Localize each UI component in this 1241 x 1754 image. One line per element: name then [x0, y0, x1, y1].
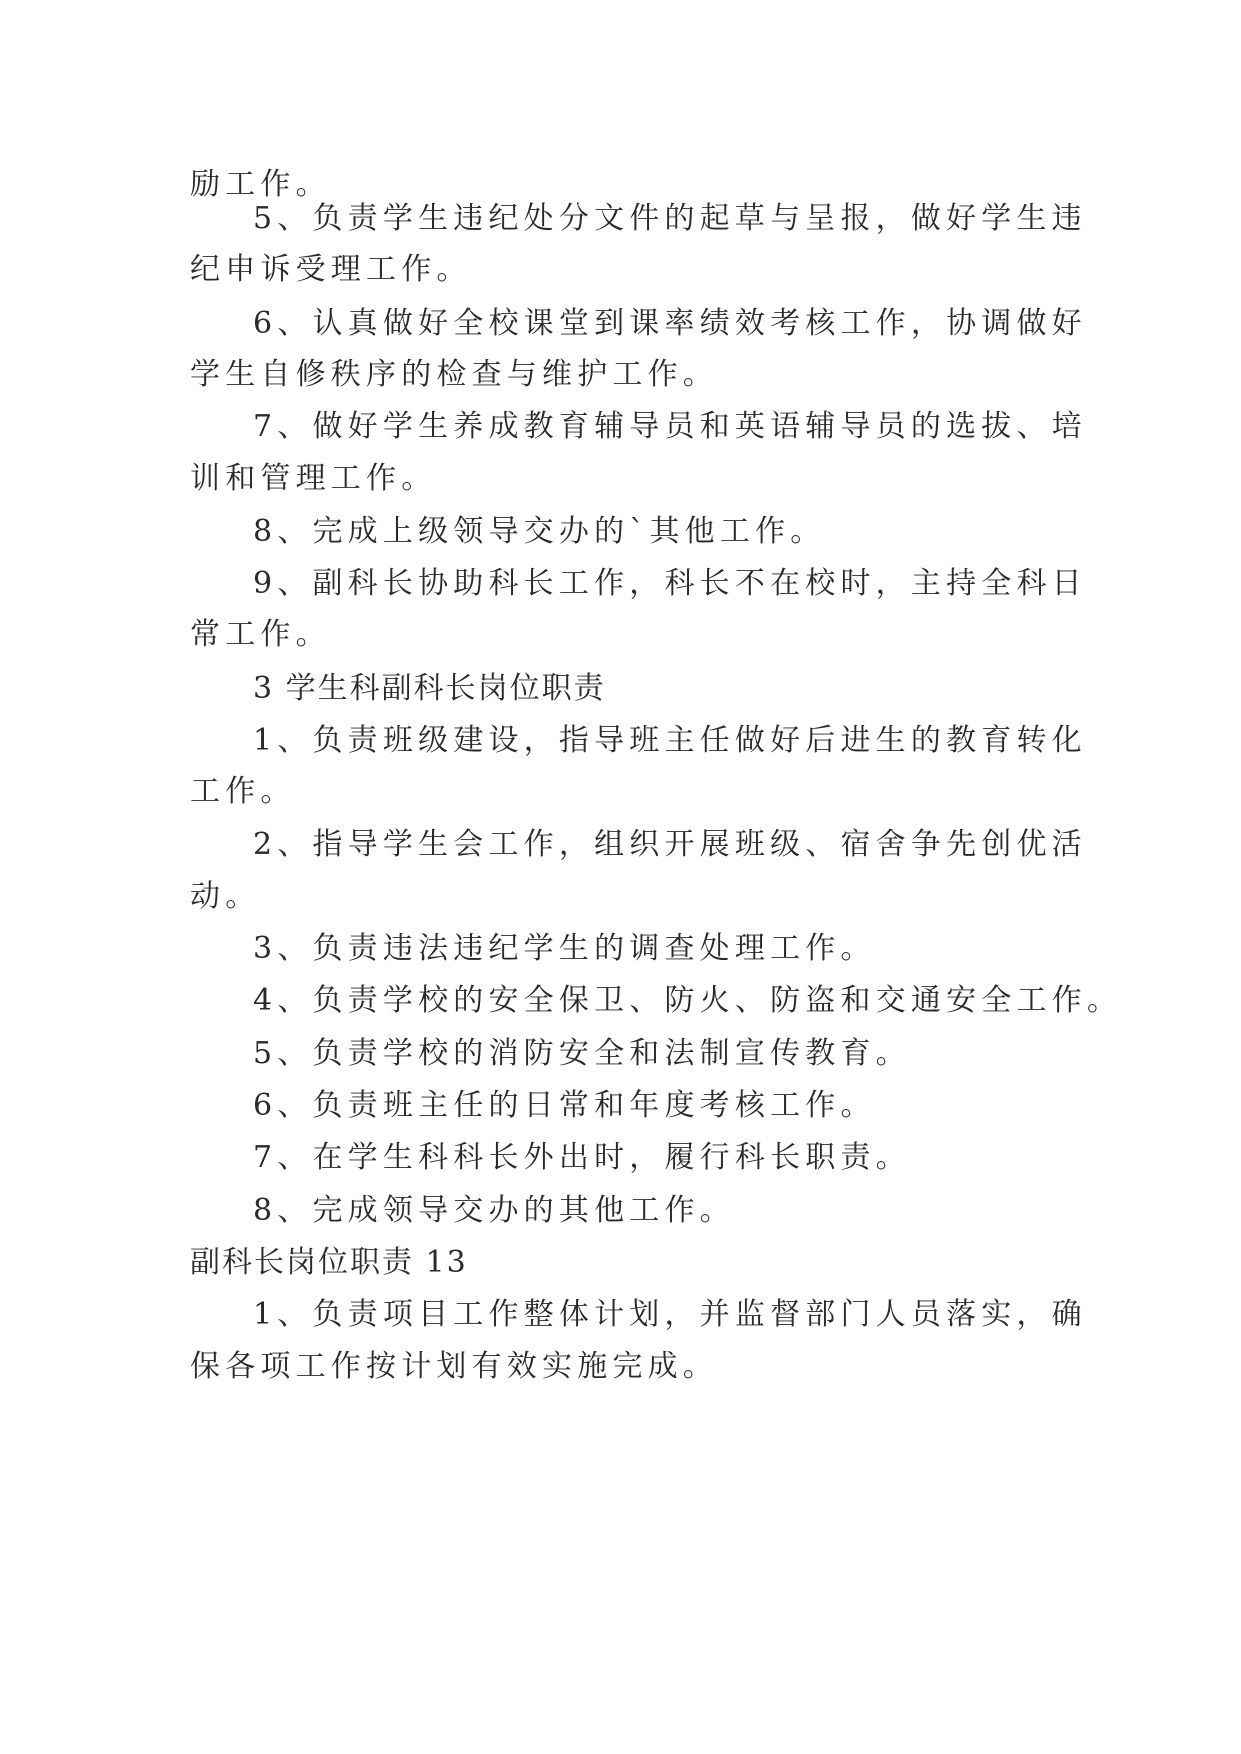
text-line: 纪申诉受理工作。 — [190, 252, 472, 287]
text-line: 学生自修秩序的检查与维护工作。 — [190, 357, 718, 392]
list-item-line: 2、指导学生会工作，组织开展班级、宿舍争先创优活 — [253, 827, 1087, 862]
list-item-line: 8、完成上级领导交办的`其他工作。 — [253, 514, 826, 549]
list-item-line: 5、负责学校的消防安全和法制宣传教育。 — [253, 1036, 911, 1071]
text-line: 工作。 — [190, 774, 296, 809]
list-item-line: 1、负责班级建设，指导班主任做好后进生的教育转化 — [253, 723, 1087, 758]
section-heading: 副科长岗位职责 13 — [190, 1245, 468, 1280]
list-item-line: 6、负责班主任的日常和年度考核工作。 — [253, 1088, 876, 1123]
list-item-line: 3、负责违法违纪学生的调查处理工作。 — [253, 931, 876, 966]
list-item-line: 1、负责项目工作整体计划，并监督部门人员落实，确 — [253, 1297, 1087, 1332]
list-item-line: 9、副科长协助科长工作，科长不在校时，主持全科日 — [253, 566, 1087, 601]
text-line: 常工作。 — [190, 617, 331, 652]
list-item-line: 7、在学生科科长外出时，履行科长职责。 — [253, 1140, 911, 1175]
section-heading: 3 学生科副科长岗位职责 — [253, 671, 606, 706]
text-line: 动。 — [190, 879, 261, 914]
list-item-line: 7、做好学生养成教育辅导员和英语辅导员的选拔、培 — [253, 409, 1087, 444]
text-line: 保各项工作按计划有效实施完成。 — [190, 1349, 718, 1384]
text-line: 励工作。 — [190, 167, 331, 202]
list-item-line: 6、认真做好全校课堂到课率绩效考核工作，协调做好 — [253, 306, 1087, 341]
list-item-line: 8、完成领导交办的其他工作。 — [253, 1193, 735, 1228]
text-line: 训和管理工作。 — [190, 461, 437, 496]
list-item-line: 4、负责学校的安全保卫、防火、防盗和交通安全工作。 — [253, 983, 1123, 1018]
list-item-line: 5、负责学生违纪处分文件的起草与呈报，做好学生违 — [253, 201, 1087, 236]
